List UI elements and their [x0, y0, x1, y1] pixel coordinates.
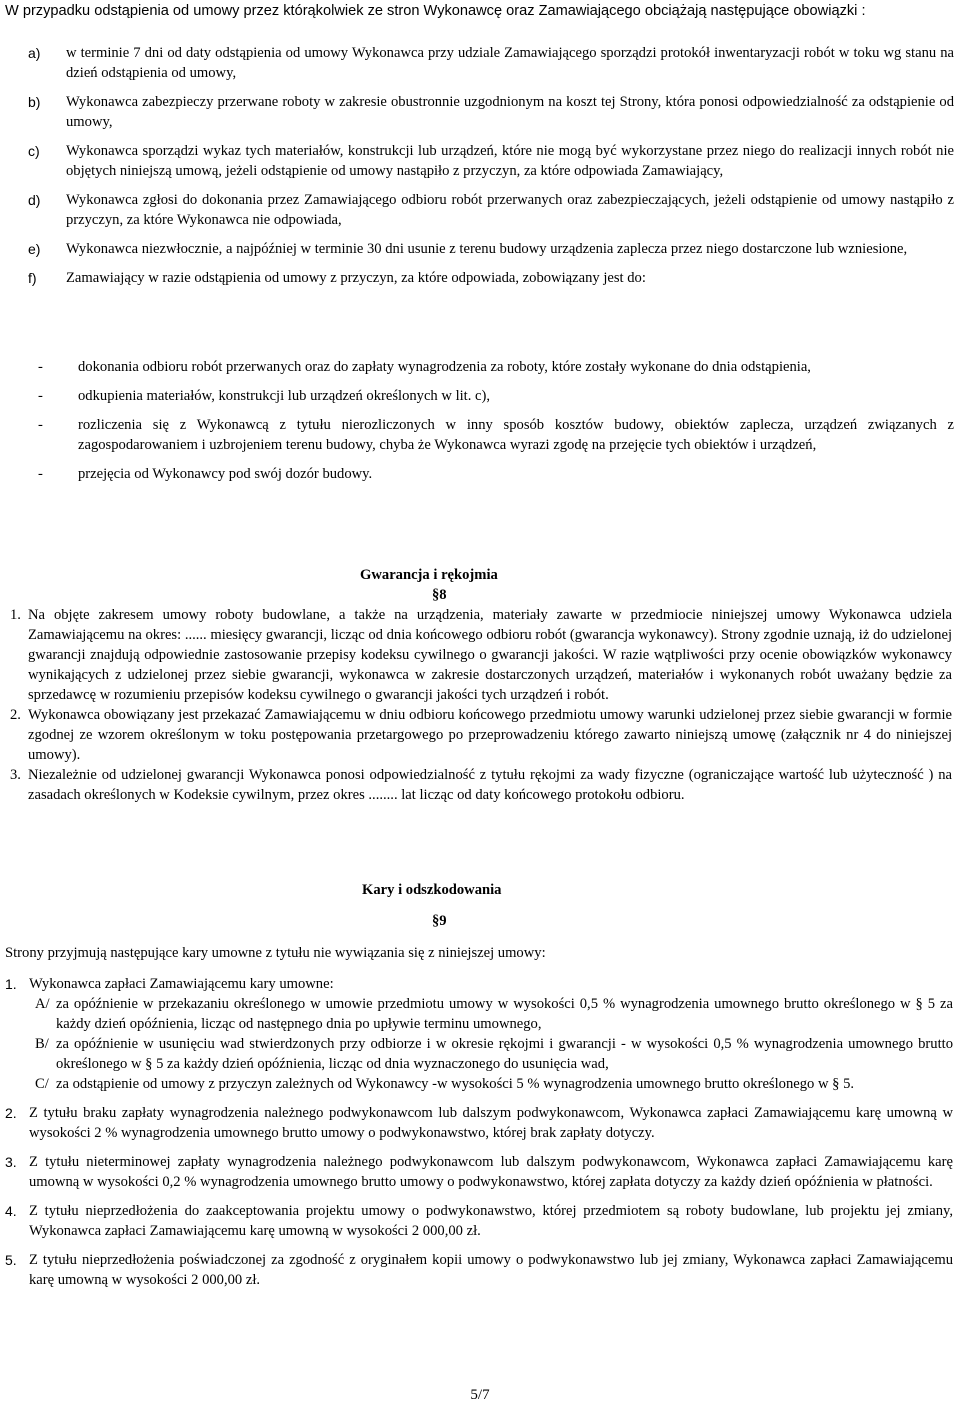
section-9-title: Kary i odszkodowania	[362, 882, 502, 898]
list-item	[38, 415, 954, 455]
item-text: Z tytułu braku zapłaty wynagrodzenia należnego podwykonawcom lub dalszym podwykonawcom, Wykonawca zapłaci Zamawiającemu karę umowną w wysokości 2 % wynagrodzenia umownego brutto umowy o podwykonawstwo, której brak zapłaty dotyczy.	[29, 1105, 953, 1141]
item-label: b)	[28, 94, 41, 110]
item-text: w terminie 7 dni od daty odstąpienia od umowy Wykonawca przy udziale Zamawiającego sporządzi protokół inwentaryzacji robót w toku wg stanu na dzień odstąpienia od umowy,	[66, 45, 954, 81]
item-label: 2.	[5, 1105, 17, 1121]
item-text: Wykonawca obowiązany jest przekazać Zamawiającemu w dniu odbioru końcowego przedmiotu umowy warunki udzielonej przez siebie gwarancji w formie zgodnej ze wzorem określonym w toku postępowania przetargowego po przeprowadzeniu którego zawarto niniejszą umowę (załącznik nr 4 do niniejszej umowy).	[28, 707, 952, 763]
item-text: Zamawiający w razie odstąpienia od umowy z przyczyn, za które odpowiada, zobowiązany jest do:	[66, 270, 646, 286]
sub-text: za odstąpienie od umowy z przyczyn zależnych od Wykonawcy -w wysokości 5 % wynagrodzenia umownego brutto określonego w § 5.	[56, 1076, 855, 1092]
item-text: Na objęte zakresem umowy roboty budowlane, a także na urządzenia, materiały zawarte w przedmiocie niniejszej umowy Wykonawca udziela Zamawiającemu na okres: ...... miesięcy gwarancji, licząc od dnia końcowego odbioru robót (gwarancja wykonawcy). Strony zgodnie uznają, iż do udzielonej gwarancji znajdują odpowiednie zastosowanie przepisy kodeksu cywilnego o gwarancji jakości. W razie wątpliwości przy ocenie obowiązków wykonawcy wynikających z udzielonej przez siebie gwarancji, wykonawca w zakresie dostarczonych urządzeń, materiałów i wykonanych robót uważany będzie za sprzedawcę w rozumieniu przepisów kodeksu cywilnego o gwarancji jakości tych urządzeń i robót.	[28, 607, 952, 703]
dash-marker: -	[38, 388, 43, 404]
sub-label: A/	[35, 996, 50, 1012]
withdrawal-intro: W przypadku odstąpienia od umowy przez którąkolwiek ze stron Wykonawcę oraz Zamawiającego obciążają następujące obowiązki :	[5, 3, 866, 19]
dash-marker: -	[38, 466, 43, 482]
sub-text: za opóźnienie w usunięciu wad stwierdzonych przy odbiorze i w okresie rękojmi i gwarancji - w wysokości 0,5 % wynagrodzenia umownego brutto określonego w § 5 za każdy dzień opóźnienia, licząc od dnia wyznaczonego do usunięcia wad,	[56, 1036, 953, 1072]
item-text: odkupienia materiałów, konstrukcji lub urządzeń określonych w lit. c),	[78, 388, 491, 404]
item-label: 3.	[5, 1154, 17, 1170]
sub-item	[35, 1074, 953, 1094]
item-label: f)	[28, 270, 37, 286]
item-text: Wykonawca zgłosi do dokonania przez Zamawiającego odbioru robót przerwanych oraz zabezpieczających, jeżeli odstąpienie od umowy nastąpiło z przyczyn, za które Wykonawca nie odpowiada,	[66, 192, 954, 228]
list-item	[5, 1103, 953, 1143]
item-text: przejęcia od Wykonawcy pod swój dozór budowy.	[78, 466, 373, 482]
sub-item	[35, 994, 953, 1034]
obligations-list	[28, 43, 954, 297]
item-label: c)	[28, 143, 40, 159]
item-label: 4.	[5, 1203, 17, 1219]
section-9-list	[5, 974, 953, 1299]
item-label: 3.	[10, 767, 21, 783]
list-item	[38, 357, 954, 377]
list-item	[28, 190, 954, 230]
list-item	[28, 141, 954, 181]
item-text: dokonania odbioru robót przerwanych oraz do zapłaty wynagrodzenia za roboty, które zostały wykonane do dnia odstąpienia,	[78, 359, 811, 375]
item-label: d)	[28, 192, 41, 208]
sub-item	[35, 1034, 953, 1074]
section-8-number: §8	[432, 587, 447, 603]
list-item	[28, 43, 954, 83]
item-body	[29, 974, 953, 1094]
list-item	[38, 464, 954, 484]
item-text: Niezależnie od udzielonej gwarancji Wykonawca ponosi odpowiedzialność z tytułu rękojmi za wady fizyczne (ograniczające wartość lub użyteczność ) na zasadach określonych w Kodeksie cywilnym, przez okres ........ lat licząc od daty końcowego protokołu odbioru.	[28, 767, 952, 803]
item-text: Z tytułu nieterminowej zapłaty wynagrodzenia należnego podwykonawcom lub dalszym podwykonawcom, Wykonawca zapłaci Zamawiającemu karę umowną w wysokości 0,2 % wynagrodzenia umownego brutto umowy o podwykonawstwo, której zapłata dotyczy za każdy dzień opóźnienia w płatności.	[29, 1154, 953, 1190]
dash-marker: -	[38, 417, 43, 433]
list-item	[5, 1250, 953, 1290]
sub-label: B/	[35, 1036, 49, 1052]
page-number: 5/7	[470, 1387, 490, 1403]
item-text: rozliczenia się z Wykonawcą z tytułu nierozliczonych w inny sposób kosztów budowy, obiektów zaplecza, urządzeń związanych z zagospodarowaniem i uzbrojeniem terenu budowy, chyba że Wykonawca wyrazi zgodę na przejęcie tych obiektów i urządzeń,	[78, 417, 954, 453]
item-text: Wykonawca zabezpieczy przerwane roboty w zakresie obustronnie uzgodnionym na koszt tej Strony, która ponosi odpowiedzialność za odstąpienie od umowy,	[66, 94, 954, 130]
list-item	[28, 239, 954, 259]
item-text: Z tytułu nieprzedłożenia poświadczonej za zgodność z oryginałem kopii umowy o podwykonawstwo lub jej zmiany, Wykonawca zapłaci Zamawiającemu karę umowną w wysokości 2 000,00 zł.	[29, 1252, 953, 1288]
list-item	[10, 705, 952, 765]
list-item	[5, 974, 953, 1094]
list-item	[28, 268, 954, 288]
section-8-list	[10, 605, 952, 805]
item-label: e)	[28, 241, 41, 257]
item-text: Wykonawca zapłaci Zamawiającemu kary umowne:	[29, 976, 334, 992]
item-label: 2.	[10, 707, 21, 723]
list-item	[10, 605, 952, 705]
item-label: a)	[28, 45, 41, 61]
item-text: Z tytułu nieprzedłożenia do zaakceptowania projektu umowy o podwykonawstwo, której przedmiotem są roboty budowlane, lub projektu jej zmiany, Wykonawca zapłaci Zamawiającemu karę umowną w wysokości 2 000,00 zł.	[29, 1203, 953, 1239]
list-item	[5, 1152, 953, 1192]
item-label: 1.	[10, 607, 21, 623]
dash-marker: -	[38, 359, 43, 375]
zamawiajacy-duties-list	[38, 357, 954, 493]
item-label: 5.	[5, 1252, 17, 1268]
item-label: 1.	[5, 976, 17, 992]
sub-label: C/	[35, 1076, 49, 1092]
sub-text: za opóźnienie w przekazaniu określonego w umowie przedmiotu umowy w wysokości 0,5 % wynagrodzenia umownego brutto określonego w § 5 za każdy dzień opóźnienia, licząc od następnego dnia po upływie terminu umownego,	[56, 996, 953, 1032]
list-item	[10, 765, 952, 805]
list-item	[28, 92, 954, 132]
section-8-title: Gwarancja i rękojmia	[360, 567, 498, 583]
section-9-number: §9	[432, 913, 447, 929]
item-text: Wykonawca sporządzi wykaz tych materiałów, konstrukcji lub urządzeń, które nie mogą być wykorzystane przez niego do realizacji innych robót nie objętych niniejszą umową, jeżeli odstąpienie od umowy nastąpiło z przyczyn, za które odpowiada Zamawiający,	[66, 143, 954, 179]
section-9-intro: Strony przyjmują następujące kary umowne z tytułu nie wywiązania się z niniejszej umowy:	[5, 945, 546, 961]
item-text: Wykonawca niezwłocznie, a najpóźniej w terminie 30 dni usunie z terenu budowy urządzenia zaplecza przez niego dostarczone lub wzniesione,	[66, 241, 908, 257]
list-item	[5, 1201, 953, 1241]
list-item	[38, 386, 954, 406]
